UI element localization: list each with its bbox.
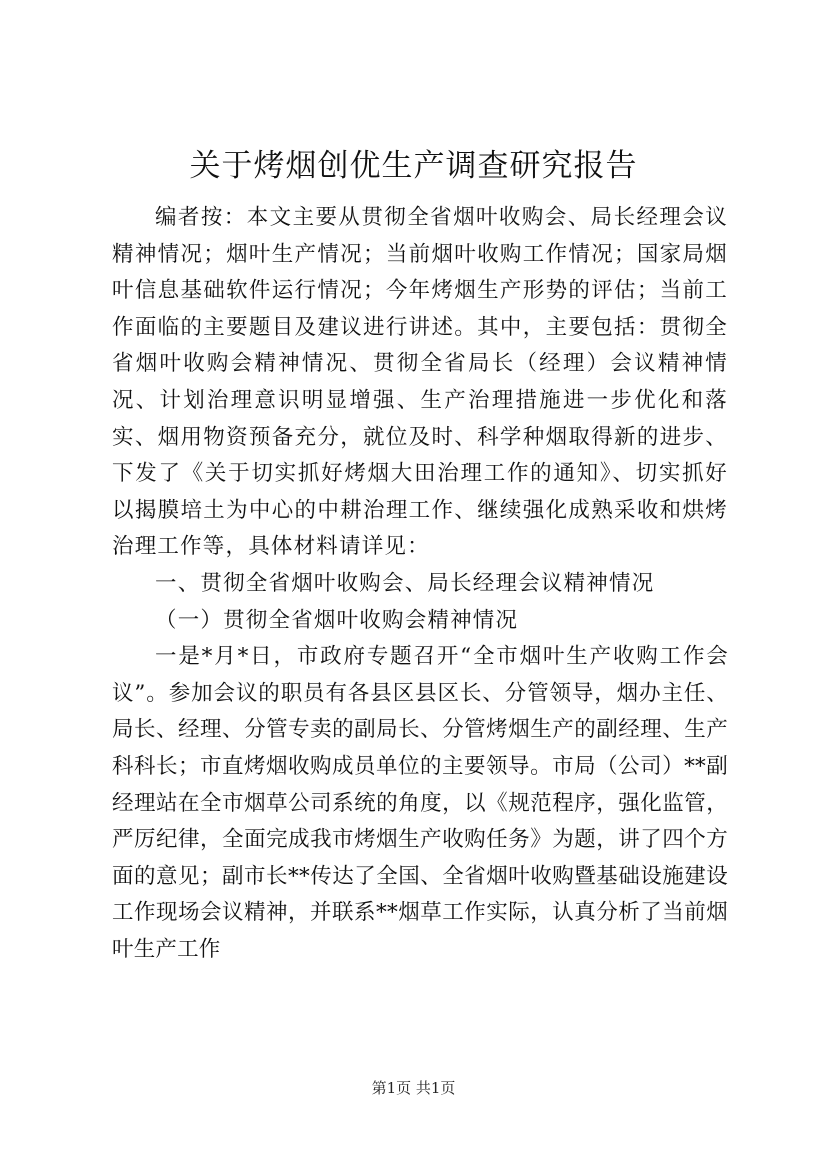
subsection-heading-1: （一）贯彻全省烟叶收购会精神情况	[155, 607, 519, 633]
document-body	[112, 200, 728, 968]
body-paragraph: 一是*月*日，市政府专题召开“全市烟叶生产收购工作会议”。参加会议的职员有各县区县区长、分管领导，烟办主任、局长、经理、分管专卖的副局长、分管烤烟生产的副经理、生产科科长；市直烤烟收购成员单位的主要领导。市局（公司）**副经理站在全市烟草公司系统的角度，以《规范程序，强化监管，严厉纪律，全面完成我市烤烟生产收购任务》为题，讲了四个方面的意见；副市长**传达了全国、全省烟叶收购暨基础设施建设工作现场会议精神，并联系**烟草工作实际，认真分析了当前烟叶生产工作	[112, 644, 728, 962]
editor-note-paragraph: 编者按：本文主要从贯彻全省烟叶收购会、局长经理会议精神情况；烟叶生产情况；当前烟叶收购工作情况；国家局烟叶信息基础软件运行情况；今年烤烟生产形势的评估；当前工作面临的主要题目及建议进行讲述。其中，主要包括：贯彻全省烟叶收购会精神情况、贯彻全省局长（经理）会议精神情况、计划治理意识明显增强、生产治理措施进一步优化和落实、烟用物资预备充分，就位及时、科学种烟取得新的进步、下发了《关于切实抓好烤烟大田治理工作的通知》、切实抓好以揭膜培土为中心的中耕治理工作、继续强化成熟采收和烘烤治理工作等，具体材料请详见：	[112, 205, 728, 560]
section-heading-1: 一、贯彻全省烟叶收购会、局长经理会议精神情况	[155, 570, 655, 596]
document-title: 关于烤烟创优生产调查研究报告	[189, 148, 638, 184]
page-number-footer: 第1页 共1页	[371, 1079, 456, 1097]
